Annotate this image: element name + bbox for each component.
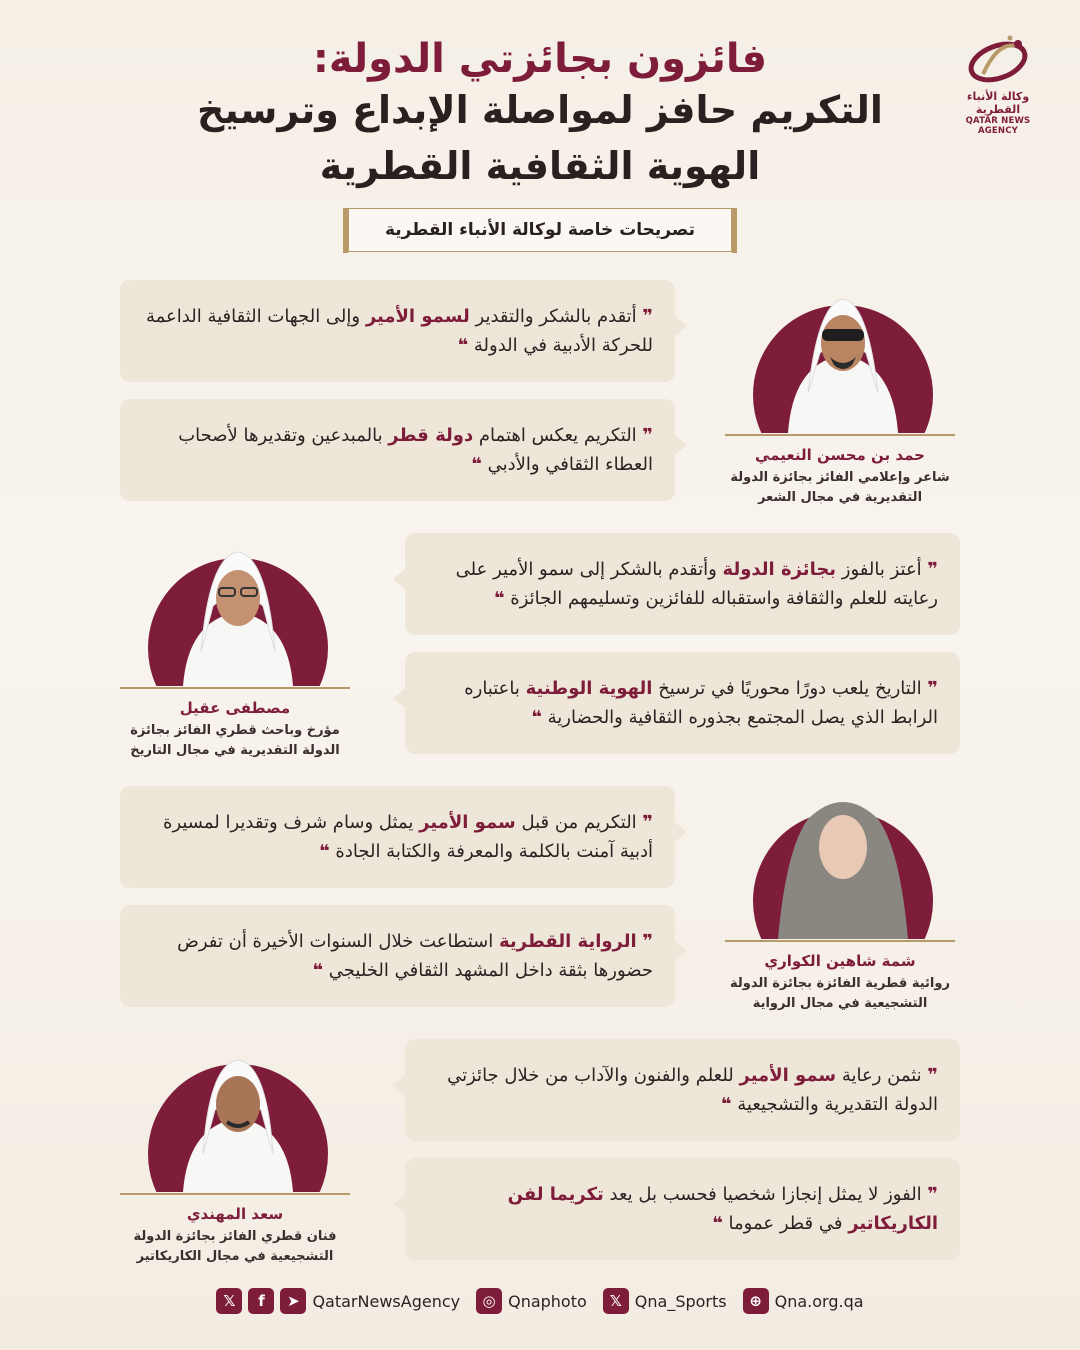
qna-logo-icon <box>963 32 1033 88</box>
logo-name-en: QATAR NEWS AGENCY <box>965 116 1031 136</box>
qna-logo <box>948 32 1048 136</box>
quote-highlight: لسمو الأمير <box>365 306 470 327</box>
quote-text: ❞ نثمن رعاية سمو الأمير للعلم والفنون والآداب من خلال جائزتي الدولة التقديرية والتشجيعية ❝ <box>447 1065 938 1115</box>
title-line-2: التكريم حافز لمواصلة الإبداع وترسيخ <box>197 88 883 132</box>
facebook-icon[interactable]: f <box>248 1288 274 1314</box>
quote-card <box>120 905 675 1007</box>
person-name: سعد المهندي <box>186 1205 284 1223</box>
subtitle: تصريحات خاصة لوكالة الأنباء القطرية <box>384 220 696 240</box>
quote-text: ❞ التكريم من قبل سمو الأمير يمثل وسام شرف وتقديرا لمسيرة أدبية آمنت بالكلمة والمعرفة والكتابة الجادة ❝ <box>163 812 653 862</box>
quote-text: ❞ الفوز لا يمثل إنجازا شخصيا فحسب بل يعد تكريما لفن الكاريكاتير في قطر عموما ❝ <box>507 1184 938 1234</box>
subtitle-box <box>348 208 732 252</box>
divider <box>725 940 955 942</box>
quote-card <box>120 399 675 501</box>
telegram-icon[interactable]: ➤ <box>280 1288 306 1314</box>
person-name: شمة شاهين الكواري <box>764 952 916 970</box>
quote-card <box>405 1039 960 1141</box>
divider <box>725 434 955 436</box>
x-icon[interactable]: 𝕏 <box>603 1288 629 1314</box>
person-desc: شاعر وإعلامي الفائز بجائزة الدولة التقديرية في مجال الشعر <box>730 470 950 505</box>
divider <box>120 1193 350 1195</box>
quote-highlight: سمو الأمير <box>419 812 516 833</box>
portrait-shamma <box>748 789 938 939</box>
person-name: مصطفى عقيل <box>179 699 291 717</box>
web-icon[interactable]: ⊕ <box>743 1288 769 1314</box>
quote-card <box>405 533 960 635</box>
handle-main[interactable]: QatarNewsAgency <box>312 1291 461 1311</box>
quote-highlight: سمو الأمير <box>739 1065 837 1086</box>
quote-text: ❞ أعتز بالفوز بجائزة الدولة وأتقدم بالشكر إلى سمو الأمير على رعايته للعلم والثقافة واستقباله للفائزين وتسليمهم الجائزة ❝ <box>455 559 938 609</box>
quote-highlight: تكريما لفن الكاريكاتير <box>507 1184 938 1234</box>
handle-sports[interactable]: Qna_Sports <box>634 1291 727 1311</box>
quote-card <box>405 1158 960 1260</box>
handle-photo[interactable]: Qnaphoto <box>508 1291 587 1311</box>
person-desc: روائية قطرية الفائزة بجائزة الدولة التشجيعية في مجال الرواية <box>730 976 950 1011</box>
quote-highlight: الهوية الوطنية <box>525 678 653 699</box>
instagram-icon[interactable]: ◎ <box>476 1288 502 1314</box>
quote-card <box>405 652 960 754</box>
logo-name-ar: وكالة الأنباء القطرية <box>966 90 1030 116</box>
quote-highlight: الرواية القطرية <box>498 931 637 952</box>
quote-highlight: بجائزة الدولة <box>722 559 837 580</box>
quote-text: ❞ التاريخ يلعب دورًا محوريًا في ترسيخ الهوية الوطنية باعتباره الرابط الذي يصل المجتمع بجذوره الثقافية والحضارية ❝ <box>464 678 938 728</box>
quote-text: ❞ الرواية القطرية استطاعت خلال السنوات الأخيرة أن تفرض حضورها بثقة داخل المشهد الثقافي الخليجي ❝ <box>177 931 653 981</box>
quote-text: ❞ التكريم يعكس اهتمام دولة قطر بالمبدعين وتقديرها لأصحاب العطاء الثقافي والأدبي ❝ <box>178 425 653 475</box>
person-name: حمد بن محسن النعيمي <box>755 446 925 464</box>
quote-card <box>120 280 675 382</box>
portrait-mustafa <box>143 536 333 686</box>
quote-card <box>120 786 675 888</box>
social-footer <box>0 1286 1080 1316</box>
quote-highlight: دولة قطر <box>388 425 474 446</box>
x-icon[interactable]: 𝕏 <box>216 1288 242 1314</box>
person-desc: فنان قطري الفائز بجائزة الدولة التشجيعية في مجال الكاريكاتير <box>133 1229 337 1264</box>
portrait-saad <box>143 1042 333 1192</box>
person-desc: مؤرخ وباحث قطري الفائز بجائزة الدولة التقديرية في مجال التاريخ <box>130 723 340 758</box>
website[interactable]: Qna.org.qa <box>774 1291 864 1311</box>
quote-text: ❞ أتقدم بالشكر والتقدير لسمو الأمير وإلى الجهات الثقافية الداعمة للحركة الأدبية في الدولة ❝ <box>146 306 653 356</box>
portrait-hamad <box>748 283 938 433</box>
title-line-1: فائزون بجائزتي الدولة: <box>312 36 768 82</box>
title-line-3: الهوية الثقافية القطرية <box>319 144 761 188</box>
divider <box>120 687 350 689</box>
